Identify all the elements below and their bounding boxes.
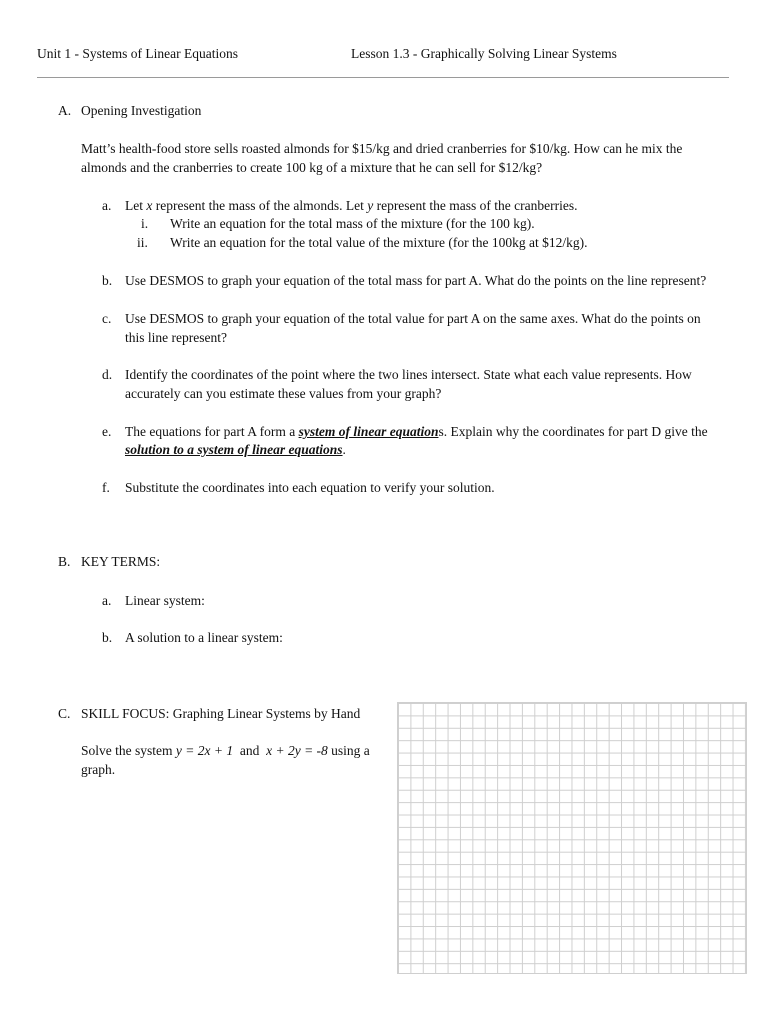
skill-problem-part1: Solve the system	[81, 743, 176, 758]
item-a-text-part1: Let	[125, 198, 147, 213]
item-a-text-part3: represent the mass of the cranberries.	[373, 198, 578, 213]
graph-paper-grid[interactable]	[397, 702, 747, 974]
item-a-i-marker: i.	[141, 216, 149, 231]
item-c-marker: c.	[102, 311, 112, 326]
variable-y: y	[367, 198, 374, 213]
skill-problem-part2: and	[233, 743, 267, 758]
item-a-i-text: Write an equation for the total mass of the mixture (for the 100 kg).	[170, 216, 535, 231]
item-e-text-part1: The equations for part A form a	[125, 424, 299, 439]
section-a-letter: A.	[58, 103, 72, 118]
key-term-a-marker: a.	[102, 593, 112, 608]
section-c-title: SKILL FOCUS: Graphing Linear Systems by Hand	[81, 706, 361, 721]
item-c-line-2: this line represent?	[125, 330, 227, 345]
item-a-ii-marker: ii.	[137, 235, 148, 250]
header-divider	[37, 77, 729, 78]
section-b-title: KEY TERMS:	[81, 554, 161, 569]
section-c-letter: C.	[58, 706, 71, 721]
item-d-line-2: accurately can you estimate these values from your graph?	[125, 386, 442, 401]
intro-line-1: Matt’s health-food store sells roasted almonds for $15/kg and dried cranberries for $10/kg. How can he mix the	[81, 141, 683, 156]
item-e-text-part3: .	[342, 442, 346, 457]
skill-problem-part3: using a	[327, 743, 370, 758]
item-d-line-1: Identify the coordinates of the point where the two lines intersect. State what each value represents. How	[125, 367, 692, 382]
skill-problem-line-1	[81, 741, 370, 761]
key-term-solution-to-system: solution to a system of linear equations	[125, 442, 343, 457]
item-a-marker: a.	[102, 198, 112, 213]
section-b-letter: B.	[58, 554, 71, 569]
equation-1: y = 2x + 1	[175, 743, 234, 758]
item-a-text-part2: represent the mass of the almonds. Let	[152, 198, 368, 213]
item-e-line-1	[125, 422, 708, 442]
key-term-solution: A solution to a linear system:	[125, 630, 283, 645]
skill-problem-line-2: graph.	[81, 762, 116, 777]
key-term-b-marker: b.	[102, 630, 113, 645]
key-term-system-of-linear-equations: system of linear equation	[298, 424, 439, 439]
unit-title: Unit 1 - Systems of Linear Equations	[37, 46, 238, 61]
section-a-title: Opening Investigation	[81, 103, 202, 118]
item-f-text: Substitute the coordinates into each equation to verify your solution.	[125, 480, 495, 495]
item-a-text	[125, 196, 578, 216]
item-e-text-part2: s. Explain why the coordinates for part D give the	[438, 424, 708, 439]
item-f-marker: f.	[102, 480, 110, 495]
variable-x: x	[146, 198, 153, 213]
lesson-title: Lesson 1.3 - Graphically Solving Linear Systems	[351, 46, 617, 61]
item-a-ii-text: Write an equation for the total value of the mixture (for the 100kg at $12/kg).	[170, 235, 588, 250]
item-c-line-1: Use DESMOS to graph your equation of the total value for part A on the same axes. What do the points on	[125, 311, 701, 326]
intro-line-2: almonds and the cranberries to create 100 kg of a mixture that he can sell for $12/kg?	[81, 160, 543, 175]
key-term-linear-system: Linear system:	[125, 593, 205, 608]
item-b-marker: b.	[102, 273, 113, 288]
item-d-marker: d.	[102, 367, 113, 382]
equation-2: x + 2y = -8	[266, 743, 328, 758]
item-e-marker: e.	[102, 424, 112, 439]
item-b-text: Use DESMOS to graph your equation of the total mass for part A. What do the points on the line represent?	[125, 273, 707, 288]
item-e-line-2	[125, 440, 346, 460]
